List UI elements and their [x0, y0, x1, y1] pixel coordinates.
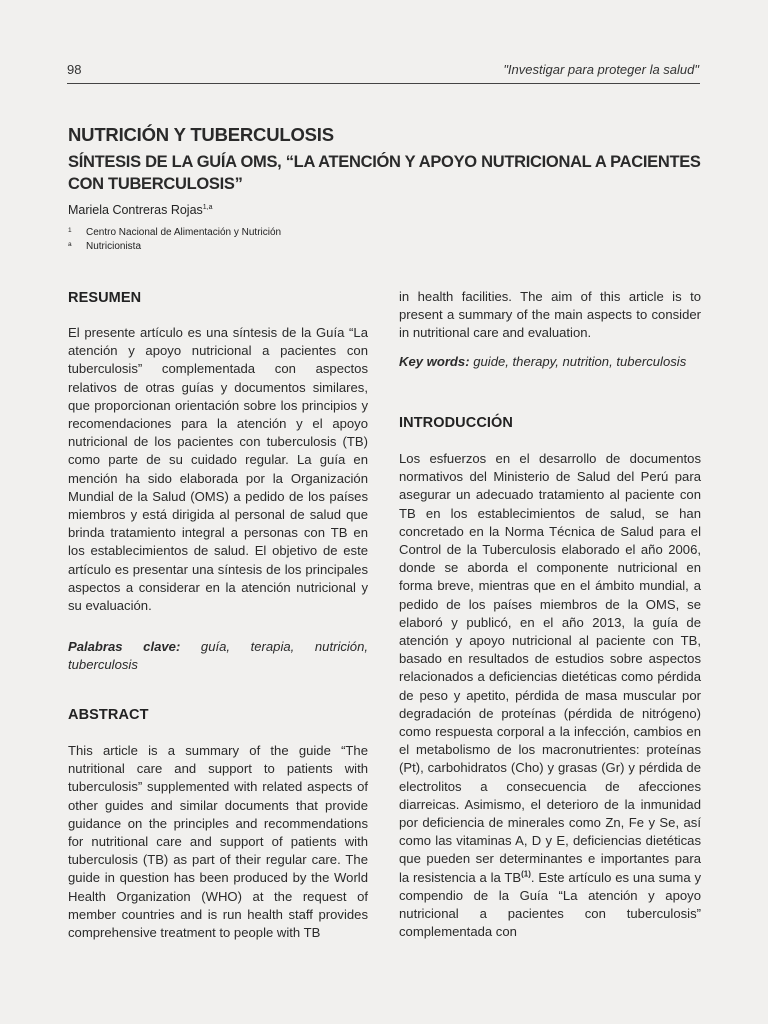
resumen-body-block: [68, 324, 368, 615]
journal-motto: "Investigar para proteger la salud": [503, 62, 699, 77]
introduccion-body-part1: Los esfuerzos en el desarrollo de documentos normativos del Ministerio de Salud del Perú para asegurar un adecuado tratamiento al paciente con TB en los establecimientos de salud, se han concretado en la Norma Técnica de Salud para el Control de la Tuberculosis elaborado el año 2006, donde se aborda el componente nutricional en forma breve, mientras que en el ámbito mundial, a pedido de los países miembros de la OMS, se elaboró y publicó, en el año 2013, la guía de atención y apoyo nutricional al paciente con TB, basado en resultados de estudios sobre aspectos relacionados a deficiencias dietéticas como pérdida de peso y apetito, pérdida de masa muscular por degradación de proteínas (pérdida de nitrógeno) como respuesta corporal a la infección, cambios en el metabolismo de los macronutrientes: proteínas (Pt), carbohidratos (Cho) y grasas (Gr) y pérdida de electrolitos a consecuencia de afecciones diarreicas. Asimismo, el deterioro de la inmunidad por deficiencia de minerales como Zn, Fe y Se, así como las vitaminas A, D y E, deficiencias dietéticas que pueden ser determinantes e importantes para la resistencia a la TB: [399, 451, 701, 885]
page-number: 98: [67, 62, 82, 77]
affiliation-text: Centro Nacional de Alimentación y Nutrición: [86, 227, 282, 238]
keywords-list: guide, therapy, nutrition, tuberculosis: [473, 354, 687, 369]
author-marks: 1,a: [202, 203, 213, 211]
keywords-label: Key words:: [399, 354, 470, 369]
affiliation-text: Nutricionista: [86, 241, 142, 252]
abstract-keywords: [399, 353, 701, 371]
introduccion-heading: INTRODUCCIÓN: [399, 415, 513, 431]
affiliation-mark: a: [68, 241, 72, 248]
abstract-body-right: in health facilities. The aim of this article is to present a summary of the main aspects to consider in nutritional care and evaluation.: [399, 289, 701, 341]
resumen-heading: RESUMEN: [68, 290, 142, 306]
abstract-continued: [399, 288, 701, 343]
header-rule: [67, 83, 700, 84]
citation-ref: (1): [521, 869, 531, 879]
abstract-body-left: This article is a summary of the guide “The nutritional care and support to patients with tuberculosis” supplemented with related aspects of other guides and similar documents that provide guidance on the principles and recommendations for nutritional care and support of patients with tuberculosis (TB) as part of their regular care. The guide in question has been produced by the World Health Organization (WHO) at the request of member countries and is run health staff provides comprehensive treatment to people with TB: [68, 743, 368, 941]
abstract-heading: ABSTRACT: [68, 707, 149, 723]
abstract-section: [68, 706, 368, 724]
resumen-section: [68, 289, 368, 307]
running-header: [67, 62, 699, 82]
author-line: [68, 203, 213, 217]
affiliation-mark: 1: [68, 227, 72, 234]
introduccion-body-block: [399, 450, 701, 941]
resumen-body: El presente artículo es una síntesis de la Guía “La atención y apoyo nutricional a pacientes con tuberculosis” complementada con aspectos relativos de otras guías y documentos similares, que proporcionan orientación sobre los principios y recomendaciones para la atención y el apoyo nutricional de los pacientes con tuberculosis (TB) como parte de su cuidado regular. La guía en mención ha sido elaborada por la Organización Mundial de la Salud (OMS) a pedido de los países miembros y está dirigida al personal de salud que brinda tratamiento integral a personas con TB en los establecimientos de salud. El objetivo de este artículo es presentar una síntesis de los principales aspectos a considerar en la atención nutricional y su evaluación.: [68, 325, 368, 614]
resumen-keywords: [68, 638, 368, 674]
author-name: Mariela Contreras Rojas: [68, 203, 203, 217]
affiliation-1: [68, 227, 281, 238]
article-subtitle: SÍNTESIS DE LA GUÍA OMS, “LA ATENCIÓN Y APOYO NUTRICIONAL A PACIENTES CON TUBERCULOSIS”: [68, 153, 701, 193]
abstract-body-block: [68, 742, 368, 942]
introduccion-section: [399, 414, 701, 432]
affiliation-2: [68, 241, 141, 252]
introduccion-body-part2: . Este artículo es una suma y compendio de la Guía “La atención y apoyo nutricional a pacientes con tuberculosis” complementada con: [399, 869, 701, 940]
keywords-list: guía, terapia, nutrición, tuberculosis: [68, 639, 369, 673]
article-title: NUTRICIÓN Y TUBERCULOSIS: [68, 124, 334, 145]
keywords-label: Palabras clave:: [68, 639, 181, 654]
